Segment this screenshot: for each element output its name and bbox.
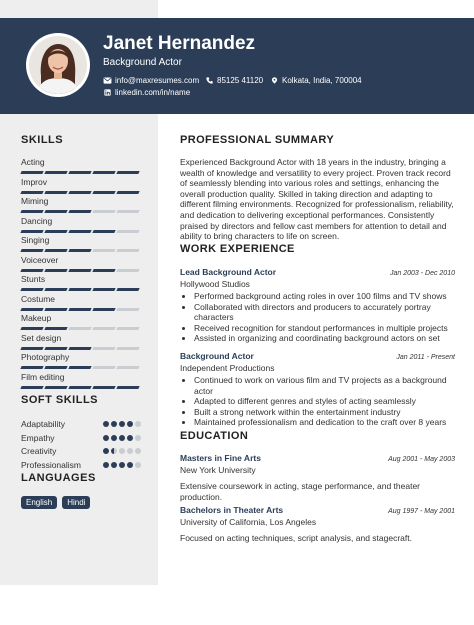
job-role: Lead Background Actor: [180, 267, 277, 277]
education-description: Extensive coursework in acting, stage performance, and theater production.: [180, 481, 421, 502]
rating-dot: [103, 448, 109, 454]
education-school: University of California, Los Angeles: [180, 517, 317, 527]
skill-level-segment: [68, 347, 91, 350]
soft-skill-item: [21, 417, 141, 431]
rating-dot: [111, 448, 117, 454]
skill-level-segment: [68, 386, 91, 389]
rating-dot: [135, 462, 141, 468]
skill-name: Makeup: [21, 313, 52, 323]
job-bullet: • Built a strong network within the entertainment industry: [194, 407, 455, 418]
skill-level-segment: [20, 230, 43, 233]
languages-heading: LANGUAGES: [21, 472, 96, 484]
rating-dot: [111, 462, 117, 468]
skill-level-bar: [21, 210, 141, 213]
job-company: Independent Productions: [180, 363, 275, 373]
skill-name: Voiceover: [21, 254, 59, 265]
contact-linkedin[interactable]: [103, 88, 190, 97]
skill-item: [21, 216, 141, 236]
job-bullet: • Maintained professionalism and dedication to the craft over 8 years: [194, 417, 455, 428]
skill-level-segment: [44, 171, 67, 174]
rating-dot: [119, 462, 125, 468]
skill-level-segment: [20, 288, 43, 291]
candidate-name: Janet Hernandez: [103, 33, 256, 54]
skill-level-segment: [44, 386, 67, 389]
job-bullet: • Continued to work on various film and TV projects as a background actor: [194, 375, 455, 396]
rating-dot: [119, 448, 125, 454]
skill-level-segment: [92, 191, 115, 194]
education-entry: [180, 453, 455, 502]
job-bullet: • Performed background acting roles in over 100 films and TV shows: [194, 291, 455, 302]
skills-list: [21, 157, 141, 391]
skill-level-segment: [68, 210, 91, 213]
skill-item: [21, 294, 141, 314]
job-bullets: [180, 375, 455, 428]
skill-level-segment: [20, 269, 43, 272]
skill-level-bar: [21, 171, 141, 174]
soft-skill-name: Creativity: [21, 446, 57, 457]
job-bullet: • Received recognition for standout performances in multiple projects: [194, 323, 455, 334]
contact-location: [270, 76, 362, 85]
job-company: Hollywood Studios: [180, 279, 250, 289]
skill-level-segment: [116, 327, 139, 330]
skill-level-segment: [92, 366, 115, 369]
skill-level-segment: [44, 327, 67, 330]
skill-level-bar: [21, 230, 141, 233]
skill-item: [21, 196, 141, 216]
rating-dot: [111, 421, 117, 427]
skill-level-bar: [21, 249, 141, 252]
skill-level-segment: [44, 249, 67, 252]
soft-skill-rating: [103, 462, 141, 468]
skill-level-segment: [92, 210, 115, 213]
skill-level-segment: [44, 191, 67, 194]
education-description: Focused on acting techniques, script analysis, and stagecraft.: [180, 533, 412, 543]
skill-item: [21, 255, 141, 275]
skill-name: Set design: [21, 332, 62, 343]
skill-level-bar: [21, 347, 141, 350]
skill-level-segment: [68, 308, 91, 311]
job-bullet: • Assisted in organizing and coordinating background actors on set: [194, 333, 455, 344]
skill-level-segment: [20, 366, 43, 369]
rating-dot: [135, 448, 141, 454]
skill-level-bar: [21, 366, 141, 369]
skill-name: Miming: [21, 196, 49, 206]
soft-skill-item: [21, 444, 141, 458]
rating-dot: [119, 421, 125, 427]
skill-item: [21, 235, 141, 255]
skill-level-segment: [116, 308, 139, 311]
rating-dot: [103, 421, 109, 427]
skill-level-segment: [44, 347, 67, 350]
summary-text: Experienced Background Actor with 18 years in the industry, bringing a wealth of knowledge and versatility to every project. Proven track record of seamlessly blending into various roles and settings, enhancing the overall production quality. Skilled in taking direction and adapting to different filming environments. Recognized for professionalism, reliability, and dedication to delivering exceptional performances. Consistently praised by directors and fellow cast members for attention to detail and ability to bring characters to life on screen.: [180, 157, 454, 242]
skill-level-bar: [21, 308, 141, 311]
soft-skill-name: Professionalism: [21, 459, 81, 470]
skill-level-segment: [20, 171, 43, 174]
skill-item: [21, 372, 141, 392]
skill-level-segment: [68, 269, 91, 272]
soft-skill-rating: [103, 448, 141, 454]
soft-skill-rating: [103, 435, 141, 441]
skill-level-segment: [116, 288, 139, 291]
skill-item: [21, 157, 141, 177]
languages-list: [21, 496, 90, 509]
phone-icon: [205, 77, 214, 84]
skill-level-segment: [20, 210, 43, 213]
skill-level-segment: [92, 347, 115, 350]
skill-name: Photography: [21, 352, 70, 362]
education-dates: Aug 2001 - May 2003: [388, 456, 455, 463]
job-bullet: • Adapted to different genres and styles of acting seamlessly: [194, 396, 455, 407]
skill-level-segment: [44, 366, 67, 369]
skill-level-segment: [92, 249, 115, 252]
job-bullets: [180, 291, 455, 344]
contact-linkedin-text: linkedin.com/in/name: [115, 88, 191, 97]
skill-name: Stunts: [21, 274, 46, 284]
skill-level-segment: [116, 171, 139, 174]
skill-level-segment: [116, 210, 139, 213]
profile-photo-icon: [29, 36, 87, 94]
skill-level-segment: [116, 191, 139, 194]
contact-email-text: info@maxresumes.com: [115, 76, 200, 85]
skill-level-segment: [92, 288, 115, 291]
skill-level-segment: [68, 288, 91, 291]
skill-level-segment: [44, 269, 67, 272]
skill-level-segment: [20, 249, 43, 252]
envelope-icon: [103, 77, 112, 84]
soft-skill-rating: [103, 421, 141, 427]
soft-skill-name: Adaptability: [21, 418, 65, 429]
skill-level-segment: [116, 366, 139, 369]
linkedin-icon: [103, 89, 112, 96]
soft-skill-name: Empathy: [21, 432, 55, 443]
education-school: New York University: [180, 465, 256, 475]
skill-level-segment: [92, 308, 115, 311]
soft-skills-heading: SOFT SKILLS: [21, 394, 98, 406]
skill-name: Acting: [21, 157, 45, 167]
skill-level-segment: [92, 230, 115, 233]
rating-dot: [119, 435, 125, 441]
education-degree: Masters in Fine Arts: [180, 453, 261, 463]
skill-level-segment: [116, 269, 139, 272]
education-entry: [180, 505, 455, 544]
skill-level-segment: [20, 386, 43, 389]
soft-skill-item: [21, 431, 141, 445]
job-role: Background Actor: [180, 351, 254, 361]
skill-name: Costume: [21, 293, 56, 304]
skill-level-segment: [116, 249, 139, 252]
contact-phone-text: 85125 41120: [217, 76, 264, 85]
education-dates: Aug 1997 - May 2001: [388, 508, 455, 515]
skill-level-segment: [92, 327, 115, 330]
skill-level-segment: [44, 308, 67, 311]
skill-level-segment: [68, 171, 91, 174]
skill-name: Singing: [21, 235, 50, 245]
skill-level-segment: [20, 308, 43, 311]
skill-level-segment: [116, 386, 139, 389]
skill-level-segment: [68, 366, 91, 369]
skill-name: Improv: [21, 176, 47, 187]
language-badge: Hindi: [62, 496, 90, 509]
contact-location-text: Kolkata, India, 700004: [282, 76, 362, 85]
skill-name: Film editing: [21, 371, 65, 382]
contact-email[interactable]: [103, 76, 199, 85]
skill-item: [21, 333, 141, 353]
skill-level-segment: [92, 171, 115, 174]
skill-level-segment: [20, 191, 43, 194]
skill-level-bar: [21, 386, 141, 389]
skill-level-segment: [20, 347, 43, 350]
rating-dot: [135, 435, 141, 441]
skill-level-segment: [92, 269, 115, 272]
skill-level-segment: [116, 230, 139, 233]
skill-item: [21, 313, 141, 333]
rating-dot: [127, 462, 133, 468]
rating-dot: [103, 435, 109, 441]
skill-level-bar: [21, 269, 141, 272]
rating-dot: [127, 435, 133, 441]
skill-level-segment: [44, 288, 67, 291]
summary-heading: PROFESSIONAL SUMMARY: [180, 134, 335, 146]
candidate-title: Background Actor: [103, 57, 182, 68]
skill-level-segment: [20, 327, 43, 330]
rating-dot: [135, 421, 141, 427]
skill-level-segment: [44, 230, 67, 233]
experience-heading: WORK EXPERIENCE: [180, 243, 295, 255]
skill-item: [21, 352, 141, 372]
job-dates: Jan 2011 - Present: [396, 354, 455, 361]
skills-heading: SKILLS: [21, 134, 64, 146]
skill-level-segment: [68, 191, 91, 194]
rating-dot: [127, 421, 133, 427]
job-entry: [180, 267, 455, 344]
job-dates: Jan 2003 - Dec 2010: [390, 270, 455, 277]
contact-phone[interactable]: [205, 76, 263, 85]
skill-name: Dancing: [21, 215, 53, 226]
skill-level-bar: [21, 327, 141, 330]
skill-level-segment: [68, 249, 91, 252]
avatar: [26, 33, 90, 97]
education-heading: EDUCATION: [180, 430, 249, 442]
location-pin-icon: [270, 77, 279, 84]
skill-level-segment: [68, 327, 91, 330]
skill-level-bar: [21, 191, 141, 194]
rating-dot: [111, 435, 117, 441]
education-degree: Bachelors in Theater Arts: [180, 505, 284, 515]
soft-skills-list: [21, 417, 141, 472]
soft-skill-item: [21, 458, 141, 472]
language-badge: English: [21, 496, 57, 509]
job-bullet: • Collaborated with directors and producers to accurately portray characters: [194, 302, 455, 323]
skill-level-segment: [68, 230, 91, 233]
skill-level-segment: [116, 347, 139, 350]
skill-level-bar: [21, 288, 141, 291]
job-entry: [180, 351, 455, 428]
rating-dot: [127, 448, 133, 454]
skill-level-segment: [92, 386, 115, 389]
rating-dot: [103, 462, 109, 468]
skill-level-segment: [44, 210, 67, 213]
skill-item: [21, 274, 141, 294]
skill-item: [21, 177, 141, 197]
